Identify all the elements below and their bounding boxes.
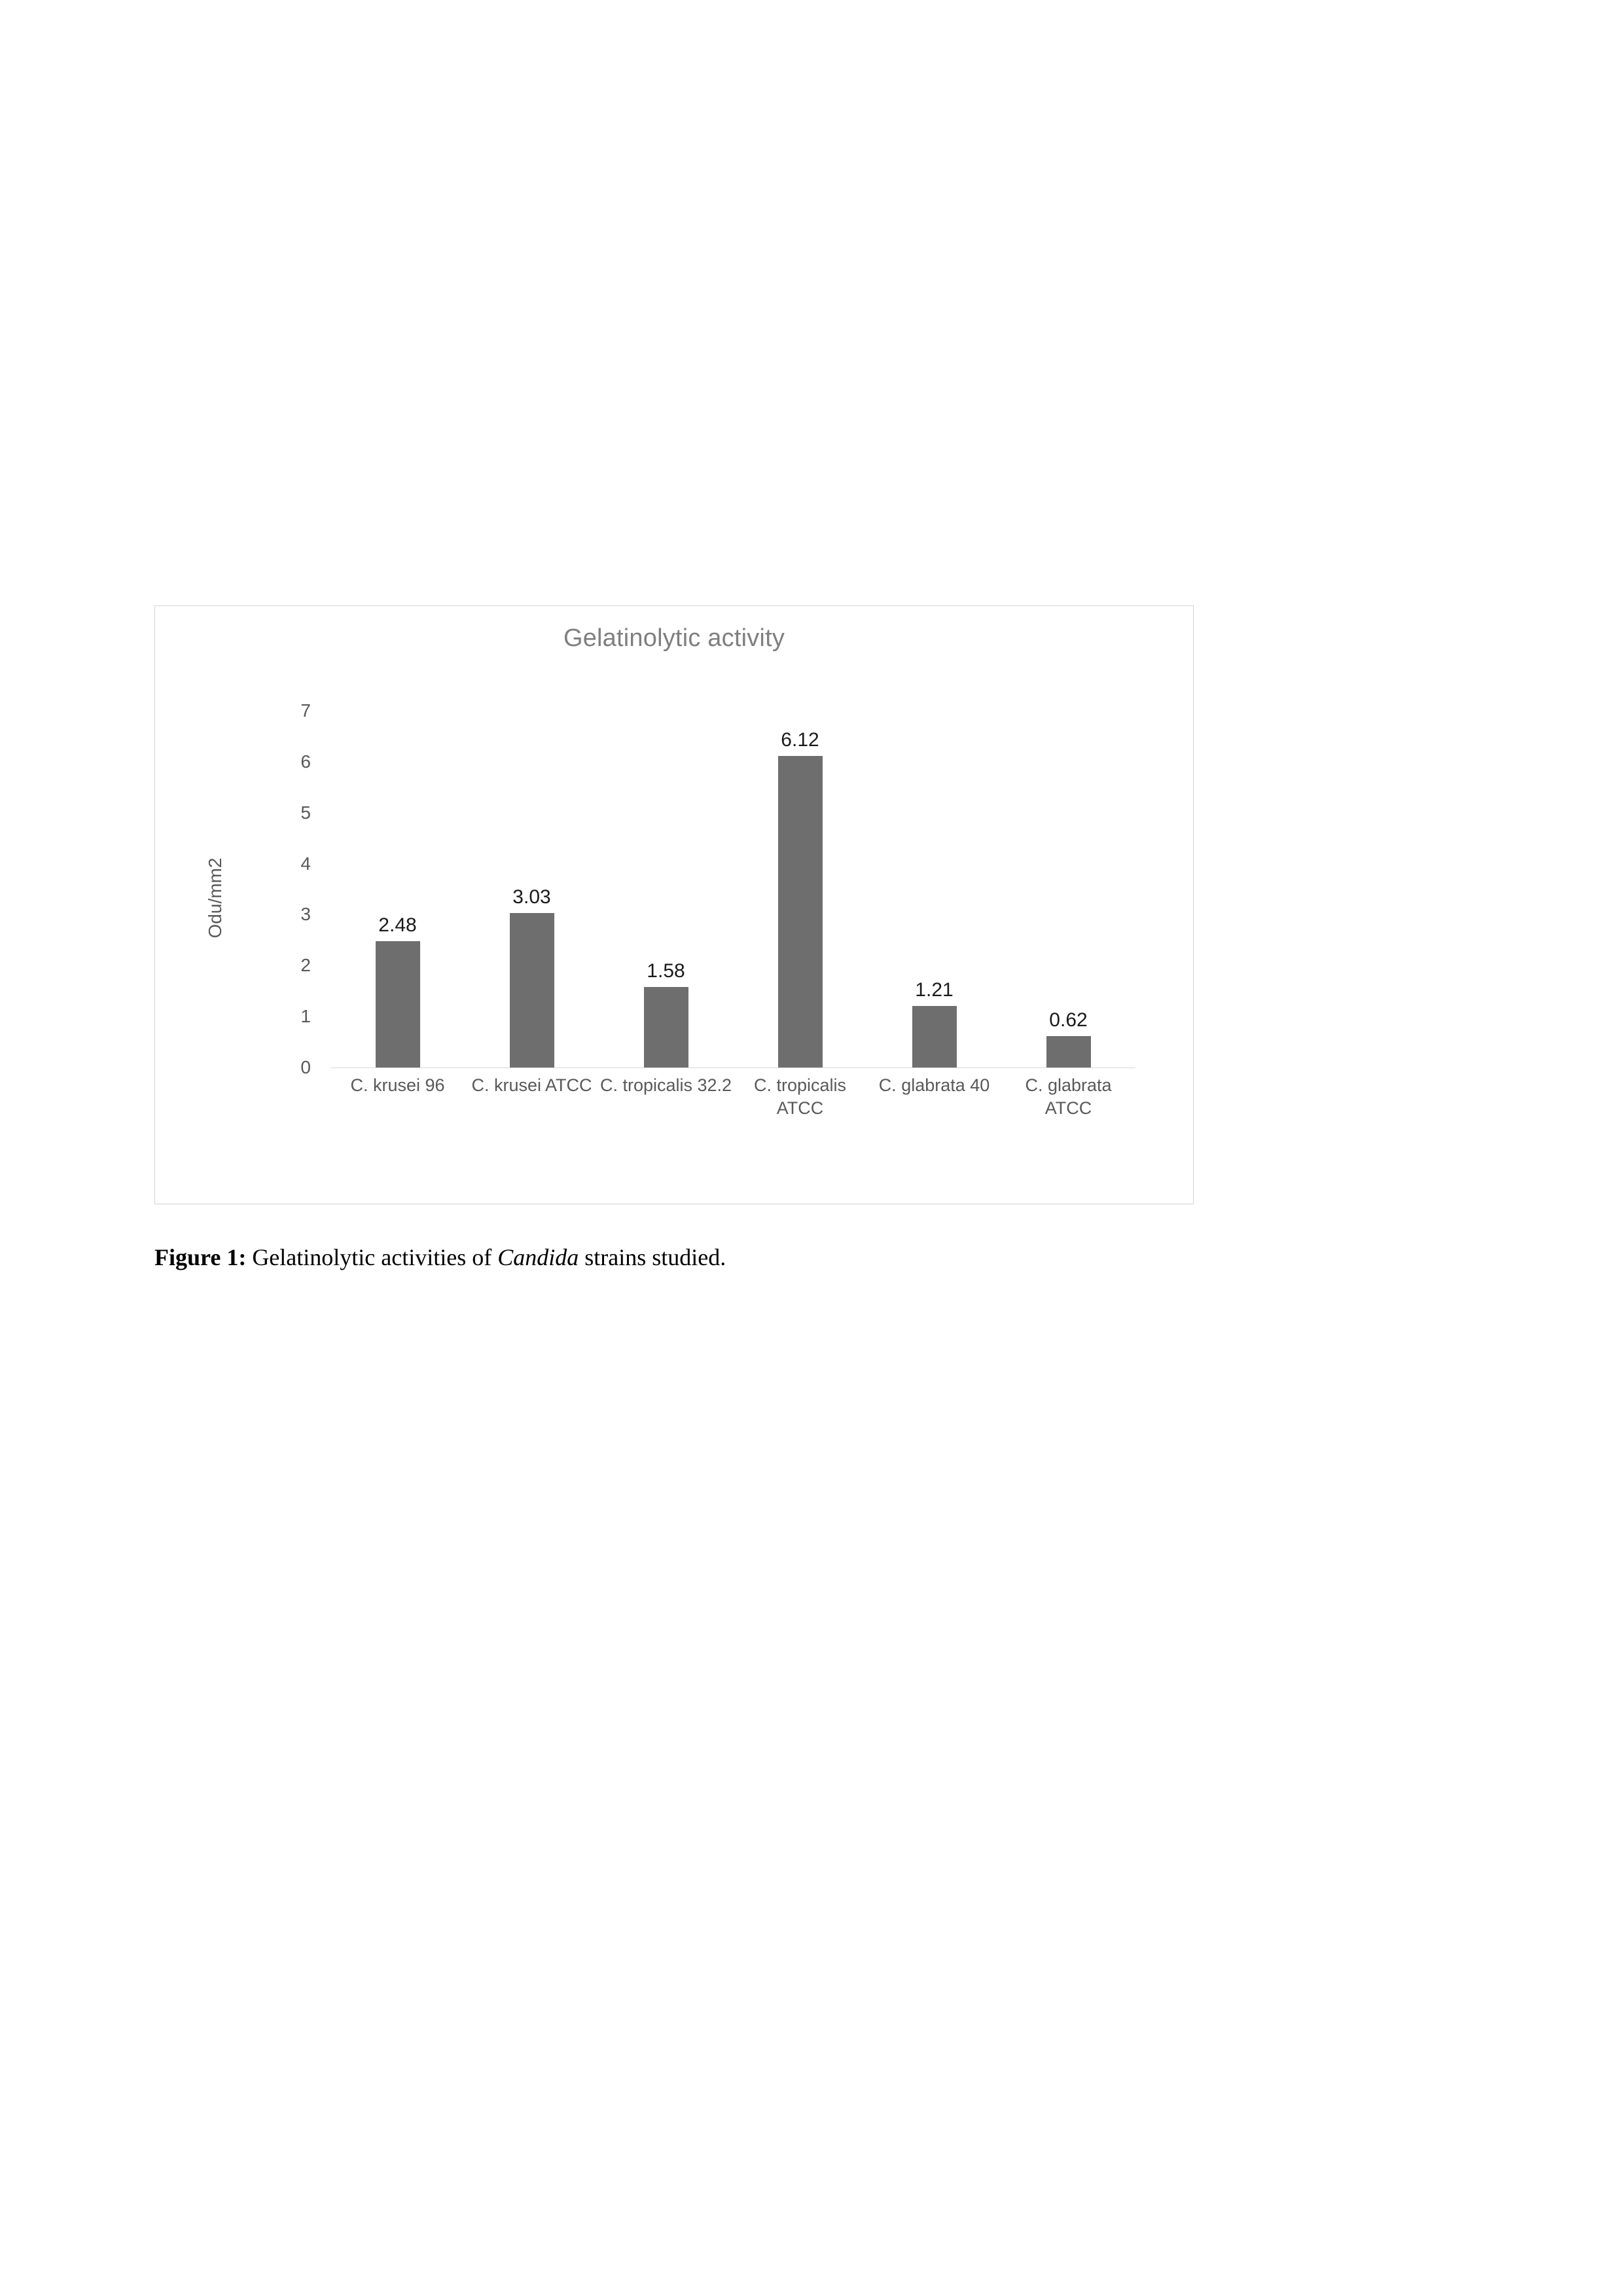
bar-c-krusei-96[interactable]	[376, 941, 420, 1067]
bar-c-tropicalis-32-2[interactable]	[644, 987, 688, 1067]
x-label-c-tropicalis-32-2: C. tropicalis 32.2	[599, 1075, 732, 1095]
figure-block	[154, 605, 1195, 1271]
y-tick-label: 7	[300, 700, 311, 721]
bar-c-glabrata-atcc[interactable]	[1046, 1036, 1091, 1067]
bar-value-label: 6.12	[781, 729, 819, 751]
figure-caption-part2: strains studied.	[579, 1244, 726, 1270]
figure-caption-genus: Candida	[497, 1244, 579, 1270]
x-axis-line	[330, 1067, 1135, 1068]
y-tick-label: 3	[300, 904, 311, 925]
chart-container	[154, 605, 1194, 1204]
x-label-c-glabrata-atcc: C. glabrata ATCC	[1025, 1075, 1112, 1119]
y-axis-tick-labels	[266, 700, 320, 1077]
y-tick-label: 4	[300, 853, 311, 874]
bar-slot	[733, 711, 867, 1067]
bar-value-label: 1.58	[647, 960, 685, 982]
bar-slot	[599, 711, 733, 1067]
figure-caption-label: Figure 1:	[154, 1244, 247, 1270]
chart-title: Gelatinolytic activity	[563, 624, 785, 652]
x-axis-category-labels	[330, 1074, 1135, 1146]
figure-caption-part1: Gelatinolytic activities of	[246, 1244, 498, 1270]
y-axis-title: Odu/mm2	[205, 857, 225, 939]
bar-c-krusei-atcc[interactable]	[510, 913, 554, 1067]
bar-c-tropicalis-atcc[interactable]	[778, 756, 823, 1067]
plot-area	[330, 711, 1135, 1067]
bar-value-label: 3.03	[512, 886, 551, 908]
x-label-c-krusei-atcc: C. krusei ATCC	[471, 1075, 592, 1095]
y-tick-label: 5	[300, 802, 311, 823]
bar-c-glabrata-40[interactable]	[912, 1006, 957, 1067]
bar-value-label: 0.62	[1049, 1009, 1088, 1031]
bar-slot	[1001, 711, 1135, 1067]
bar-value-label: 1.21	[915, 979, 954, 1001]
bar-slot	[465, 711, 599, 1067]
figure-caption	[154, 1244, 1195, 1271]
y-tick-label: 2	[300, 955, 311, 976]
x-label-c-krusei-96: C. krusei 96	[350, 1075, 445, 1095]
y-tick-label: 6	[300, 751, 311, 772]
y-tick-label: 0	[300, 1057, 311, 1077]
y-tick-label: 1	[300, 1006, 311, 1027]
bar-value-label: 2.48	[378, 914, 417, 936]
x-label-c-tropicalis-atcc: C. tropicalis ATCC	[753, 1075, 847, 1119]
x-label-c-glabrata-40: C. glabrata 40	[878, 1075, 990, 1095]
bar-slot	[330, 711, 465, 1067]
bar-slot	[867, 711, 1001, 1067]
